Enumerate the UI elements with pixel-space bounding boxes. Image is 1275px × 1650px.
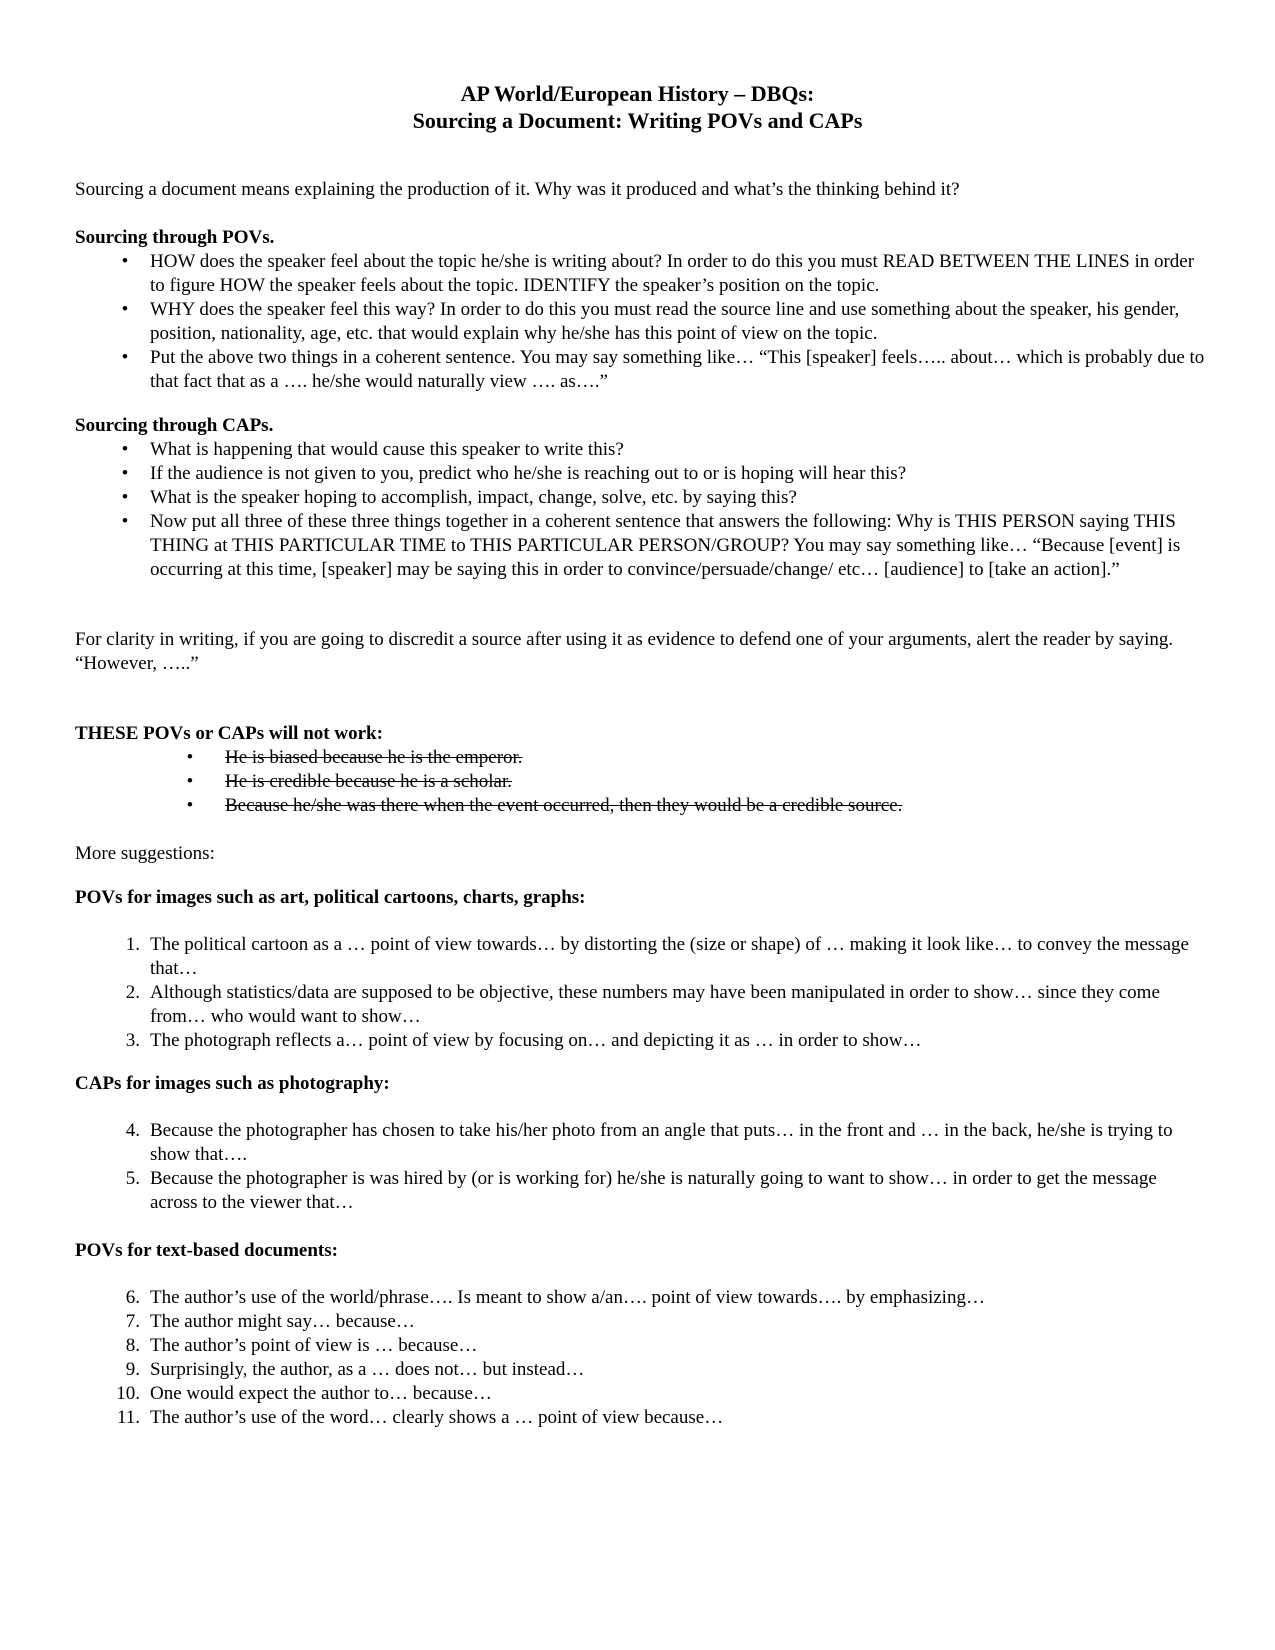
pov-heading: Sourcing through POVs. [75,227,275,248]
images-pov-heading: POVs for images such as art, political cartoons, charts, graphs: [75,887,586,908]
list-item [75,933,1205,981]
bullet-icon: • [121,463,129,484]
title-line-1: AP World/European History – DBQs: [460,81,815,106]
item-text: One would expect the author to… because… [150,1383,492,1404]
list-item [75,346,1205,394]
bullet-text: If the audience is not given to you, predict who he/she is reaching out to or is hoping will hear this? [150,463,907,484]
list-item [75,1029,1205,1053]
cap-section [75,414,1205,582]
cap-bullet-list [75,438,1205,582]
bullet-icon: • [121,251,129,272]
bullet-text: What is happening that would cause this speaker to write this? [150,439,624,460]
list-item [75,1310,1205,1334]
list-item [75,298,1205,346]
bullet-text: HOW does the speaker feel about the topic he/she is writing about? In order to do this you must READ BETWEEN THE LINES in order to figure HOW the speaker feels about the topic. IDENTIFY the speaker’s position on the topic. [150,251,1195,296]
bullet-icon: • [186,747,194,768]
item-text: Because the photographer is was hired by (or is working for) he/she is naturally going to want to show… in order to get the message across to the viewer that… [150,1168,1157,1213]
item-number: 9. [125,1359,140,1380]
item-number: 6. [125,1287,140,1308]
bullet-icon: • [186,795,194,816]
item-text: Surprisingly, the author, as a … does not… but instead… [150,1359,585,1380]
item-text: The political cartoon as a … point of view towards… by distorting the (size or shape) of … making it look like… to convey the message that… [150,934,1189,979]
bullet-icon: • [121,511,129,532]
item-text: The author’s use of the world/phrase…. Is meant to show a/an…. point of view towards…. by emphasizing… [150,1287,985,1308]
text-pov-heading: POVs for text-based documents: [75,1240,338,1261]
title-line-2: Sourcing a Document: Writing POVs and CAPs [412,108,863,133]
bullet-text: Now put all three of these three things together in a coherent sentence that answers the following: Why is THIS PERSON saying THIS THING at THIS PARTICULAR TIME to THIS PARTICULAR PERSON/GROUP? You may say something like… “Because [event] is occurring at this time, [speaker] may be saying this in order to convince/persuade/change/ etc… [audience] to [take an action].” [150,511,1181,580]
item-number: 2. [125,982,140,1003]
list-item [75,1119,1205,1167]
list-item [75,438,1205,462]
item-number: 7. [125,1311,140,1332]
list-item [75,462,1205,486]
item-number: 8. [125,1335,140,1356]
text-pov-list [75,1286,1205,1430]
bullet-icon: • [121,439,129,460]
pov-section [75,226,1205,394]
cap-heading: Sourcing through CAPs. [75,415,274,436]
list-item [75,1406,1205,1430]
item-number: 3. [125,1030,140,1051]
item-number: 4. [125,1120,140,1141]
list-item [75,1334,1205,1358]
list-item [75,1358,1205,1382]
pov-bullet-list [75,250,1205,394]
bullet-icon: • [121,299,129,320]
item-text: The photograph reflects a… point of view by focusing on… and depicting it as … in order to show… [150,1030,922,1051]
item-text: Although statistics/data are supposed to be objective, these numbers may have been manipulated in order to show… since they come from… who would want to show… [150,982,1160,1027]
bullet-icon: • [186,771,194,792]
list-item [75,770,1205,794]
item-number: 1. [125,934,140,955]
clarity-paragraph: For clarity in writing, if you are going to discredit a source after using it as evidence to defend one of your arguments, alert the reader by saying. “However, …..” [75,629,1174,674]
bullet-icon: • [121,347,129,368]
item-number: 5. [125,1168,140,1189]
item-text: The author’s use of the word… clearly shows a … point of view because… [150,1407,724,1428]
images-cap-heading: CAPs for images such as photography: [75,1073,390,1094]
bullet-icon: • [121,487,129,508]
list-item [75,981,1205,1029]
list-item [75,1167,1205,1215]
item-text: The author’s point of view is … because… [150,1335,478,1356]
item-number: 11. [116,1407,140,1428]
not-work-list [75,746,1205,818]
list-item [75,250,1205,298]
images-cap-list [75,1119,1205,1215]
list-item [75,746,1205,770]
list-item [75,794,1205,818]
document-title [0,80,1275,134]
bullet-text: WHY does the speaker feel this way? In order to do this you must read the source line and use something about the speaker, his gender, position, nationality, age, etc. that would explain why he/she has this point of view on the topic. [150,299,1180,344]
struck-text: He is credible because he is a scholar. [225,771,512,792]
more-suggestions: More suggestions: [75,843,215,864]
intro-paragraph: Sourcing a document means explaining the production of it. Why was it produced and what’s the thinking behind it? [75,179,960,200]
images-pov-list [75,933,1205,1053]
bullet-text: What is the speaker hoping to accomplish, impact, change, solve, etc. by saying this? [150,487,797,508]
not-work-heading: THESE POVs or CAPs will not work: [75,723,383,744]
list-item [75,486,1205,510]
struck-text: He is biased because he is the emperor. [225,747,523,768]
bullet-text: Put the above two things in a coherent sentence. You may say something like… “This [speaker] feels….. about… which is probably due to that fact that as a …. he/she would naturally view …. as….” [150,347,1205,392]
list-item [75,1286,1205,1310]
list-item [75,510,1205,582]
struck-text: Because he/she was there when the event occurred, then they would be a credible source. [225,795,903,816]
item-text: The author might say… because… [150,1311,415,1332]
not-work-section [75,722,1205,818]
list-item [75,1382,1205,1406]
item-text: Because the photographer has chosen to take his/her photo from an angle that puts… in the front and … in the back, he/she is trying to show that…. [150,1120,1173,1165]
item-number: 10. [116,1383,140,1404]
